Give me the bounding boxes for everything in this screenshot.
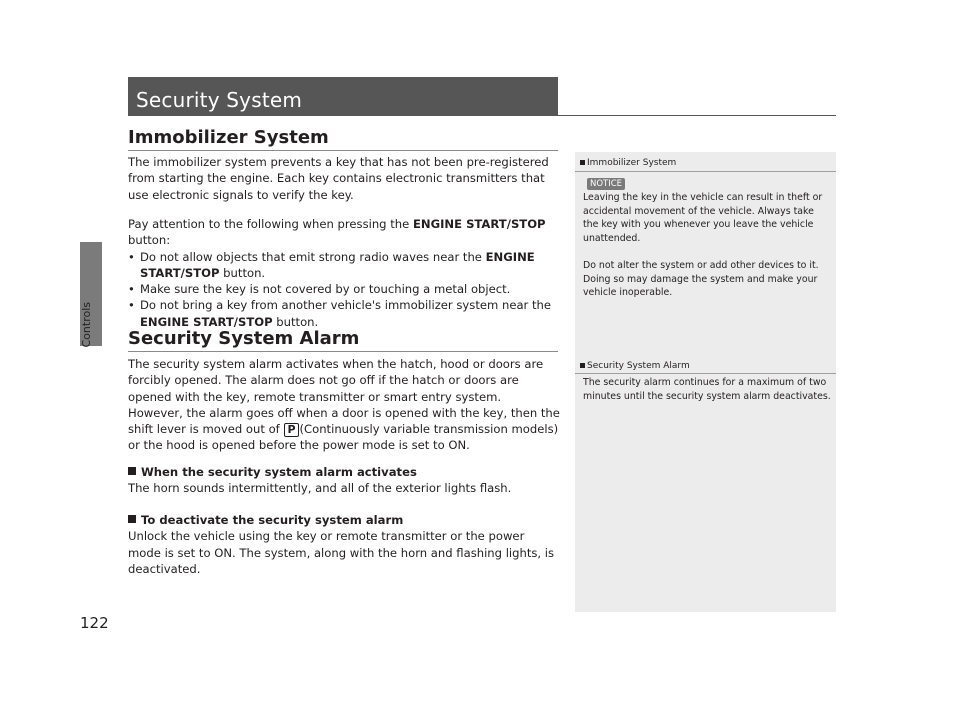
note-marker-icon [580,363,585,368]
immobilizer-note-body [583,191,831,300]
alarm-para-2 [128,405,560,454]
deactivate-subheading [128,512,560,528]
bullet-text-end: button. [219,265,266,280]
alarm-note-text: The security alarm continues for a maximum of two minutes until the security system alarm deactivates. [583,377,831,402]
bullet-text: Do not bring a key from another vehicle's immobilizer system near the [140,298,552,313]
activates-subheading-text: When the security system alarm activates [141,465,417,479]
immobilizer-attention [128,216,560,330]
square-bullet-icon [128,515,136,523]
bullet-bold: ENGINE START/STOP [140,249,535,280]
alarm-activates-block [128,464,560,497]
alarm-note-rule [575,373,836,374]
alarm-para-2-end: (Continuously variable transmission models) or the hood is opened before the power mode is set to ON. [128,422,559,453]
bullet-item [128,281,560,297]
bullet-text: Make sure the key is not covered by or touching a metal object. [140,282,511,297]
immobilizer-note-title: Immobilizer System [587,158,677,168]
attention-line [128,216,560,249]
header-rule [558,115,836,116]
immobilizer-note-para-2: Do not alter the system or add other devices to it. Doing so may damage the system and make your vehicle inoperable. [583,259,819,299]
alarm-para-2-start: However, the alarm goes off when a door is opened with the key, then the shift lever is moved out of [128,405,560,437]
page-number: 122 [80,614,109,632]
immobilizer-note-rule [575,171,836,172]
attention-prefix: Pay attention to the following when pressing the [128,217,413,231]
square-bullet-icon [128,467,136,475]
immobilizer-intro [128,154,560,203]
activates-text: The horn sounds intermittently, and all of the exterior lights flash. [128,481,512,496]
immobilizer-note-para-1: Leaving the key in the vehicle can result in theft or accidental movement of the vehicle. Always take the key with you whenever you leave the vehicle unattended. [583,192,823,244]
bullet-text-end: button. [272,314,319,329]
immobilizer-heading: Immobilizer System [128,127,329,148]
notice-badge: NOTICE [587,178,625,190]
alarm-deactivate-block [128,512,560,577]
chapter-title-bar [128,77,558,116]
attention-button-name: ENGINE START/STOP [412,217,546,231]
alarm-note-heading [580,361,690,371]
park-position-key: P [284,423,298,437]
bullet-item [128,249,560,282]
chapter-title: Security System [136,88,303,112]
immobilizer-heading-rule [128,150,558,151]
alarm-para-1: The security system alarm activates when the hatch, hood or doors are forcibly opened. The alarm does not go off if the hatch or doors are opened with the key, remote transmitter or smart entry system. [128,357,544,404]
activates-subheading [128,464,560,480]
deactivate-subheading-text: To deactivate the security system alarm [141,513,404,527]
bullet-bold: ENGINE START/STOP [140,314,273,329]
alarm-note-body [583,376,831,403]
bullet-item [128,297,560,330]
deactivate-text: Unlock the vehicle using the key or remote transmitter or the power mode is set to ON. The system, along with the horn and flashing lights, is deactivated. [128,529,555,576]
alarm-note-title: Security System Alarm [587,361,690,371]
bullet-text: Do not allow objects that emit strong radio waves near the [140,249,486,264]
alarm-heading: Security System Alarm [128,328,360,349]
alarm-body [128,356,560,454]
immobilizer-note-heading [580,158,676,168]
section-side-label: Controls [80,302,93,348]
note-marker-icon [580,160,585,165]
attention-suffix: button: [128,233,171,248]
alarm-heading-rule [128,351,558,352]
immobilizer-intro-text: The immobilizer system prevents a key that has not been pre-registered from starting the engine. Each key contains electronic transmitters that use electronic signals to verify the key. [128,155,549,202]
immobilizer-bullet-list [128,249,560,330]
